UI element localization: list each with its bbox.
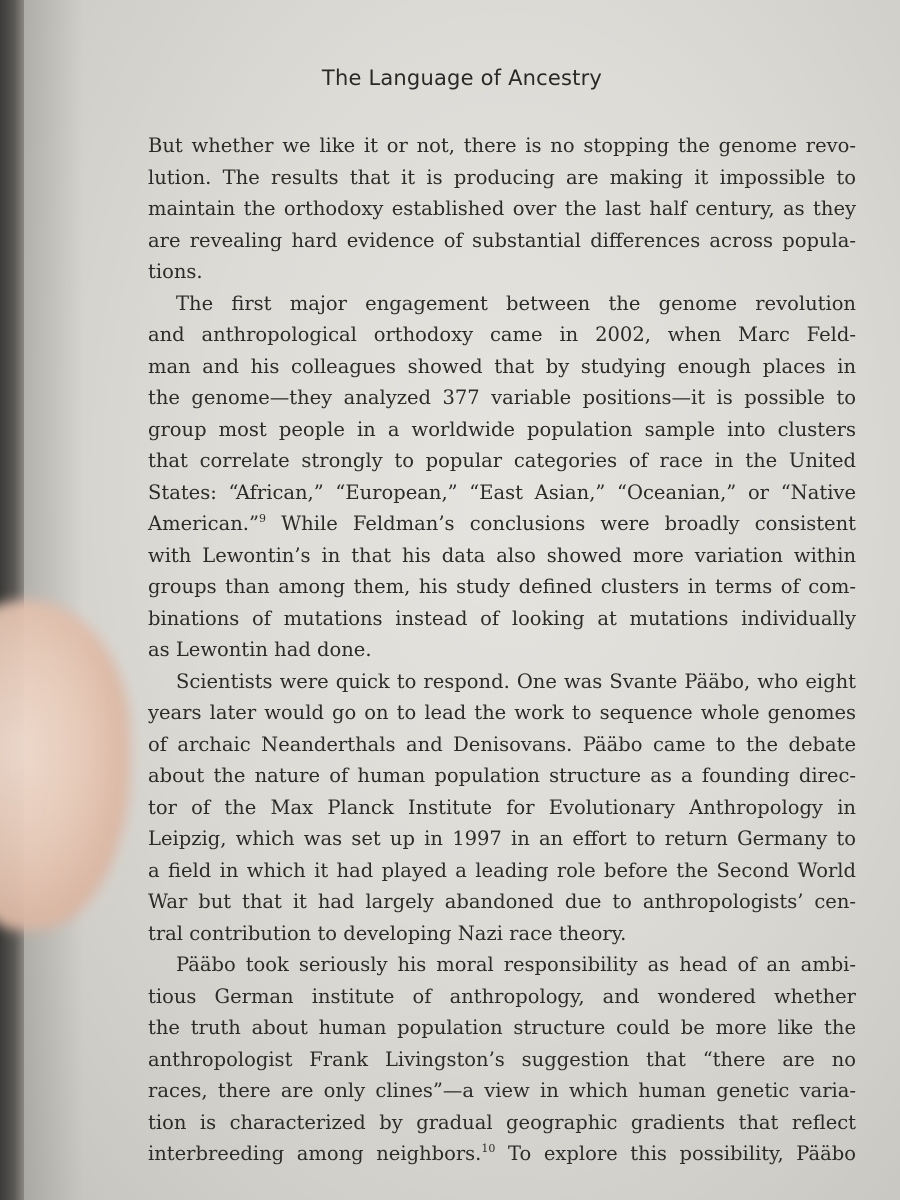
text-line: the truth about human population structure could be more like the xyxy=(148,1016,856,1039)
text-line: maintain the orthodoxy established over the last half century, as they xyxy=(148,197,856,220)
text-line: a field in which it had played a leading role before the Second World xyxy=(148,858,856,882)
text-line: But whether we like it or not, there is no stopping the genome revo- xyxy=(148,134,856,157)
text-line: Pääbo took seriously his moral responsibility as head of an ambi- xyxy=(176,953,856,976)
text-line: races, there are only clines”—a view in which human genetic varia- xyxy=(148,1079,856,1102)
text-line: group most people in a worldwide population sample into clusters xyxy=(148,417,856,441)
text-line: tious German institute of anthropology, and wondered whether xyxy=(148,984,856,1008)
text-line: tion is characterized by gradual geographic gradients that reflect xyxy=(148,1110,856,1134)
text-line: are revealing hard evidence of substantial differences across popula- xyxy=(148,228,856,252)
text-fragment: interbreeding among neighbors. xyxy=(148,1142,482,1165)
body-text xyxy=(148,130,856,1170)
text-line: and anthropological orthodoxy came in 2002, when Marc Feld- xyxy=(148,323,856,346)
footnote-ref: 10 xyxy=(481,1142,496,1155)
text-fragment: To explore this possibility, Pääbo xyxy=(495,1142,857,1165)
text-line-with-footnote xyxy=(148,1138,856,1170)
text-line: binations of mutations instead of looking at mutations individually xyxy=(148,606,856,630)
text-line: tions. xyxy=(148,260,203,283)
text-line: man and his colleagues showed that by studying enough places in xyxy=(148,354,856,378)
text-fragment: American.” xyxy=(148,512,259,535)
text-line: the genome—they analyzed 377 variable positions—it is possible to xyxy=(148,386,856,409)
text-line: tor of the Max Planck Institute for Evolutionary Anthropology in xyxy=(148,795,856,819)
book-page xyxy=(24,0,900,1200)
text-line: about the nature of human population structure as a founding direc- xyxy=(148,764,856,787)
text-line: that correlate strongly to popular categories of race in the United xyxy=(148,449,856,472)
text-fragment: While Feldman’s conclusions were broadly consistent xyxy=(265,512,856,535)
text-line: with Lewontin’s in that his data also showed more variation within xyxy=(148,543,856,567)
text-line: years later would go on to lead the work to sequence whole genomes xyxy=(148,701,856,724)
text-line: as Lewontin had done. xyxy=(148,638,372,661)
text-line: anthropologist Frank Livingston’s suggestion that “there are no xyxy=(148,1047,856,1071)
text-line: of archaic Neanderthals and Denisovans. Pääbo came to the debate xyxy=(148,732,856,756)
footnote-ref: 9 xyxy=(258,512,266,525)
text-line: War but that it had largely abandoned due to anthropologists’ cen- xyxy=(148,890,856,913)
text-line: The first major engagement between the genome revolution xyxy=(176,291,856,315)
running-head: The Language of Ancestry xyxy=(321,66,603,90)
text-line: tral contribution to developing Nazi race theory. xyxy=(148,921,627,945)
text-line: States: “African,” “European,” “East Asian,” “Oceanian,” or “Native xyxy=(148,480,856,504)
text-line: Scientists were quick to respond. One was Svante Pääbo, who eight xyxy=(176,669,856,693)
text-line: groups than among them, his study defined clusters in terms of com- xyxy=(148,575,856,598)
text-line: lution. The results that it is producing are making it impossible to xyxy=(148,165,856,189)
text-line-with-footnote xyxy=(148,508,856,540)
text-line: Leipzig, which was set up in 1997 in an effort to return Germany to xyxy=(148,827,856,850)
